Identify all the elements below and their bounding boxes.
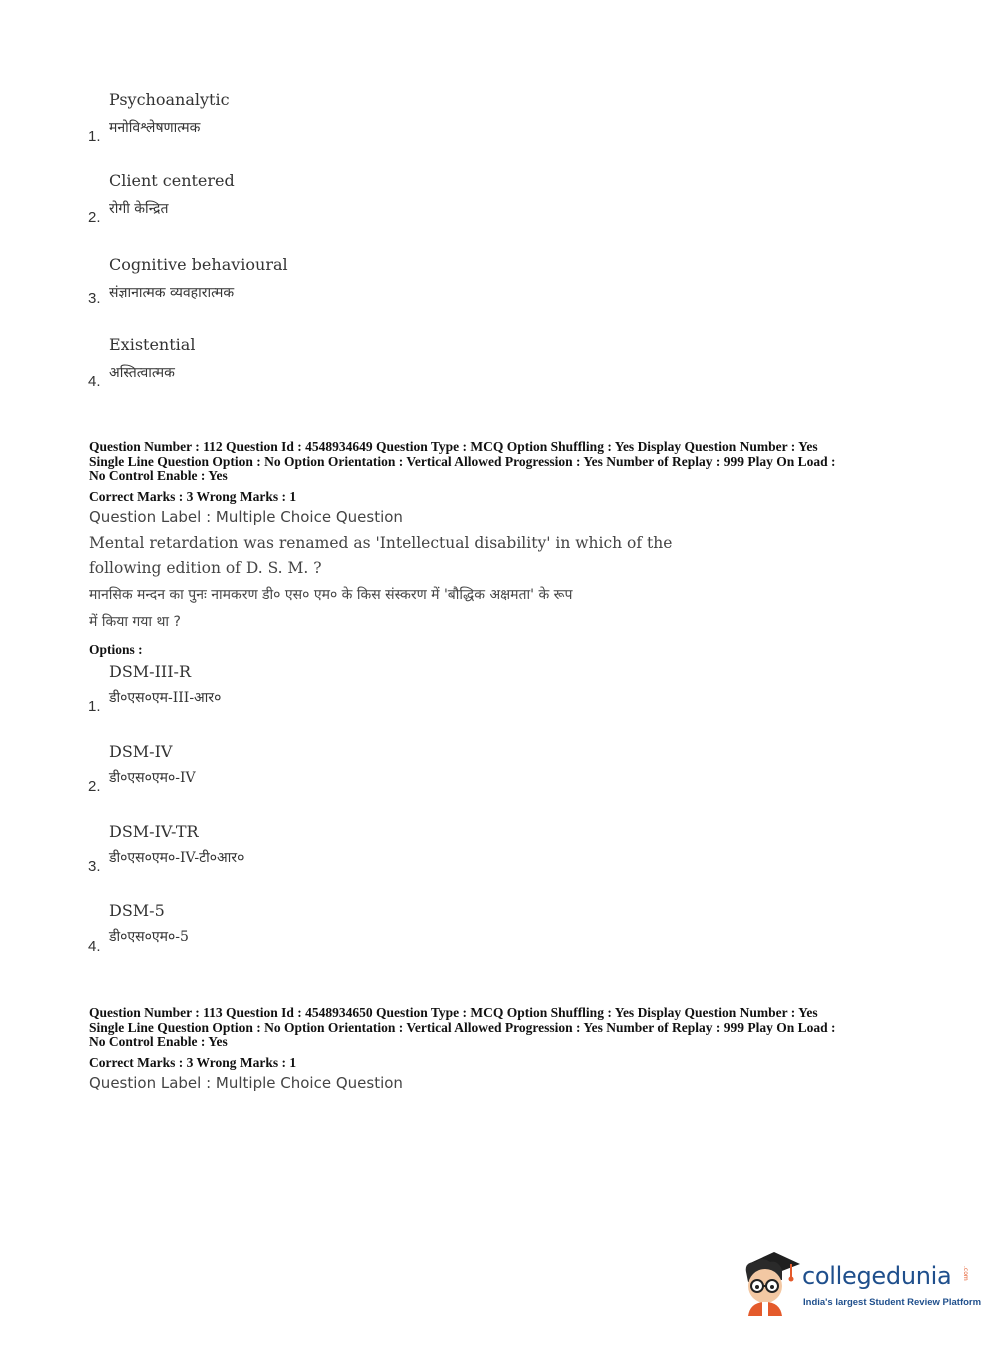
logo-wordmark: collegedunia: [802, 1262, 952, 1290]
option-number: 1.: [88, 128, 101, 145]
meta-line: No Control Enable : Yes: [89, 468, 228, 483]
option-english: DSM-IV-TR: [109, 822, 199, 841]
student-mascot-icon: [740, 1250, 802, 1316]
option-hindi: डी०एस०एम०-IV: [109, 770, 196, 786]
question-label: Question Label : Multiple Choice Question: [89, 508, 403, 526]
question-marks: Correct Marks : 3 Wrong Marks : 1: [89, 1055, 297, 1070]
options-header: Options :: [89, 642, 143, 657]
option-hindi: अस्तित्वात्मक: [109, 365, 175, 381]
collegedunia-logo: [740, 1250, 982, 1320]
option-number: 3.: [88, 858, 101, 875]
option-hindi: संज्ञानात्मक व्यवहारात्मक: [109, 285, 235, 301]
option-english: Existential: [109, 335, 196, 354]
meta-line: Question Number : 112 Question Id : 4548934649 Question Type : MCQ Option Shuffling : Yes Display Question Number : Yes: [89, 439, 818, 454]
meta-line: Single Line Question Option : No Option Orientation : Vertical Allowed Progression : Yes Number of Replay : 999 Play On Load :: [89, 1019, 836, 1035]
option-number: 4.: [88, 938, 101, 955]
option-english: Psychoanalytic: [109, 90, 230, 109]
meta-line: No Control Enable : Yes: [89, 1034, 228, 1049]
option-english: DSM-5: [109, 901, 165, 920]
option-hindi: रोगी केन्द्रित: [109, 201, 169, 217]
option-hindi: डी०एस०एम-III-आर०: [109, 690, 222, 706]
question-meta: [89, 1006, 919, 1050]
option-english: DSM-IV: [109, 742, 173, 761]
option-number: 1.: [88, 698, 101, 715]
question-meta: [89, 440, 919, 484]
question-label: Question Label : Multiple Choice Question: [89, 1074, 403, 1092]
question-text-english-line2: following edition of D. S. M. ?: [89, 559, 322, 577]
option-number: 3.: [88, 290, 101, 307]
logo-dotcom: .com: [962, 1266, 969, 1281]
question-text-hindi-line1: मानसिक मन्दन का पुनः नामकरण डी० एस० एम० के किस संस्करण में 'बौद्धिक अक्षमता' के रूप: [89, 587, 573, 603]
option-english: Cognitive behavioural: [109, 255, 288, 274]
option-english: Client centered: [109, 171, 235, 190]
question-marks: Correct Marks : 3 Wrong Marks : 1: [89, 489, 297, 504]
option-number: 4.: [88, 373, 101, 390]
option-english: DSM-III-R: [109, 662, 191, 681]
option-number: 2.: [88, 778, 101, 795]
meta-line: Single Line Question Option : No Option Orientation : Vertical Allowed Progression : Yes Number of Replay : 999 Play On Load :: [89, 453, 836, 469]
question-text-english-line1: Mental retardation was renamed as 'Intellectual disability' in which of the: [89, 534, 673, 552]
logo-tagline: India's largest Student Review Platform: [803, 1297, 982, 1308]
option-hindi: डी०एस०एम०-5: [109, 929, 189, 945]
option-hindi: डी०एस०एम०-IV-टी०आर०: [109, 850, 245, 866]
meta-line: Question Number : 113 Question Id : 4548934650 Question Type : MCQ Option Shuffling : Yes Display Question Number : Yes: [89, 1005, 818, 1020]
question-text-hindi-line2: में किया गया था ?: [89, 614, 181, 630]
option-hindi: मनोविश्लेषणात्मक: [109, 120, 201, 136]
option-number: 2.: [88, 209, 101, 226]
